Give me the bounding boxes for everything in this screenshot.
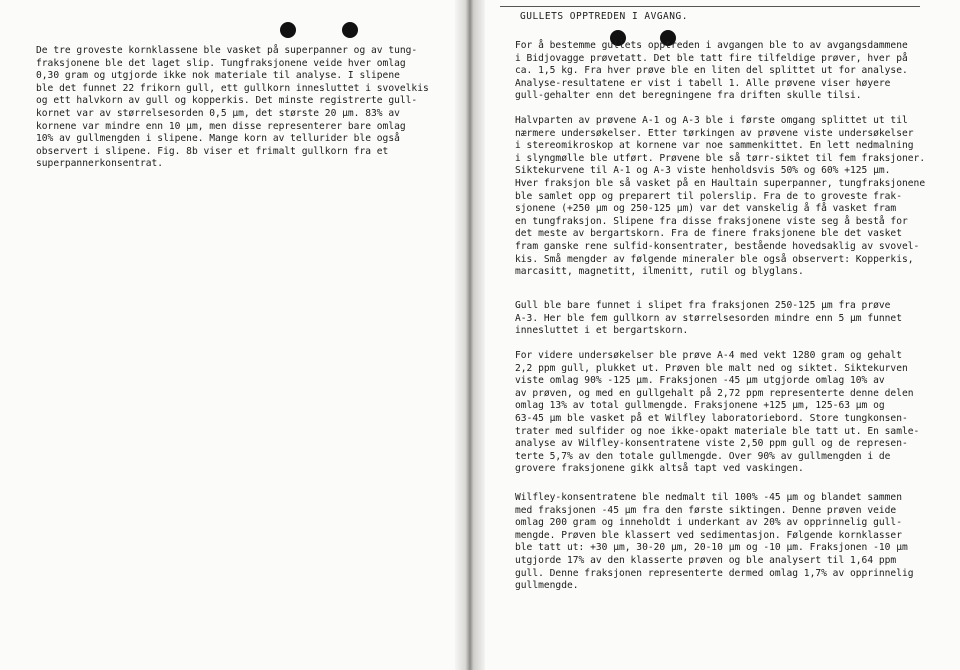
text-line: omlag 200 gram og inneholdt i underkant av 20% av opprinnelig gull-	[515, 517, 902, 529]
text-line: Analyse-resultatene er vist i tabell 1. Alle prøvene viser høyere	[515, 77, 891, 89]
text-line: terte 5,7% av den totale gullmengde. Over 90% av gullmengden i de	[515, 450, 891, 462]
book-gutter	[455, 0, 485, 670]
paragraph	[515, 40, 908, 103]
text-line: superpannerkonsentrat.	[36, 158, 164, 170]
text-line: med fraksjonen -45 µm fra den første siktingen. Denne prøven veide	[515, 504, 897, 516]
text-line: utgjorde 17% av den klasserte prøven og ble analysert til 1,64 ppm	[515, 554, 897, 566]
text-line: mengde. Prøven ble klassert ved sedimentasjon. Følgende kornklasser	[515, 529, 902, 541]
text-line: og ett halvkorn av gull og kopperkis. Det minste registrerte gull-	[36, 95, 418, 107]
text-line: trater med sulfider og noe ikke-opakt materiale ble tatt ut. En samle-	[515, 425, 920, 437]
text-line: fram ganske rene sulfid-konsentrater, bestående hovedsaklig av svovel-	[515, 240, 920, 252]
text-line: grovere fraksjonene gikk altså tapt ved vaskingen.	[515, 463, 804, 475]
text-line: fraksjonene ble det laget slip. Tungfraksjonene veide hver omlag	[36, 57, 406, 69]
text-line: kis. Små mengder av følgende mineraler ble også observert: Kopperkis,	[515, 253, 914, 265]
text-line: gull. Denne fraksjonen representerte dermed omlag 1,7% av opprinnelig	[515, 567, 914, 579]
paragraph	[515, 492, 914, 593]
text-line: nærmere undersøkelser. Etter tørkingen av prøvene viste undersøkelser	[515, 127, 914, 139]
text-line: sjonene (+250 µm og 250-125 µm) var det vanskelig å få vasket fram	[515, 203, 897, 215]
text-line: 10% av gullmengden i slipene. Mange korn av tellurider ble også	[36, 133, 400, 145]
text-line: en tungfraksjon. Slipene fra disse fraksjonene viste seg å bestå for	[515, 215, 908, 227]
text-line: kornet var av størrelsesorden 0,5 µm, det største 20 µm. 83% av	[36, 107, 400, 119]
text-line: av prøven, og med en gullgehalt på 2,72 ppm representerte denne delen	[515, 387, 914, 399]
text-line: Halvparten av prøvene A-1 og A-3 ble i første omgang splittet ut til	[515, 115, 908, 126]
punch-hole-icon	[342, 22, 358, 38]
text-line: 0,30 gram og utgjorde ikke nok materiale til analyse. I slipene	[36, 70, 400, 82]
text-line: marcasitt, magnetitt, ilmenitt, rutil og blyglans.	[515, 266, 804, 278]
text-line: For å bestemme gullets opptreden i avgangen ble to av avgangsdammene	[515, 40, 908, 51]
text-line: A-3. Her ble fem gullkorn av størrelsesorden mindre enn 5 µm funnet	[515, 312, 902, 324]
paragraph	[515, 350, 919, 476]
text-line: i Bidjovagge prøvetatt. Det ble tatt fire tilfeldige prøver, hver på	[515, 52, 908, 64]
header-rule	[500, 6, 920, 7]
paragraph	[515, 115, 925, 279]
text-line: det meste av bergartskorn. Fra de finere fraksjonene ble det vasket	[515, 228, 902, 240]
text-line: Gull ble bare funnet i slipet fra fraksjonen 250-125 µm fra prøve	[515, 300, 891, 311]
text-line: 63-45 µm ble vasket på et Wilfley laboratoriebord. Store tungkonsen-	[515, 412, 908, 424]
text-line: Siktekurvene til A-1 og A-3 viste henholdsvis 50% og 60% +125 µm.	[515, 165, 891, 177]
text-line: ca. 1,5 kg. Fra hver prøve ble en liten del splittet ut for analyse.	[515, 65, 908, 77]
text-line: kornene var mindre enn 10 µm, men disse representerer bare omlag	[36, 120, 406, 132]
left-text-block	[36, 45, 429, 171]
text-line: For videre undersøkelser ble prøve A-4 med vekt 1280 gram og gehalt	[515, 350, 902, 361]
text-line: omlag 13% av total gullmengde. Fraksjonene +125 µm, 125-63 µm og	[515, 400, 885, 412]
page-header: GULLETS OPPTREDEN I AVGANG.	[520, 11, 688, 22]
text-line: gull-gehalter enn det beregningene fra driften skulle tilsi.	[515, 90, 862, 102]
text-line: observert i slipene. Fig. 8b viser et frimalt gullkorn fra et	[36, 145, 389, 157]
text-line: Hver fraksjon ble så vasket på en Haultain superpanner, tungfraksjonene	[515, 177, 926, 189]
punch-hole-icon	[280, 22, 296, 38]
text-line: Wilfley-konsentratene ble nedmalt til 100% -45 µm og blandet sammen	[515, 492, 902, 503]
left-page	[0, 0, 470, 670]
text-line: analyse av Wilfley-konsentratene viste 2,50 ppm gull og de represen-	[515, 438, 908, 450]
text-line: ble samlet opp og preparert til polerslip. Fra de to groveste frak-	[515, 190, 902, 202]
text-line: gullmengde.	[515, 580, 579, 592]
text-line: i stereomikroskop at kornene var noe sammenkittet. En lett nedmalning	[515, 140, 914, 152]
text-line: ble det funnet 22 frikorn gull, ett gullkorn innesluttet i svovelkis	[36, 82, 429, 94]
text-line: ble tatt ut: +30 µm, 30-20 µm, 20-10 µm og -10 µm. Fraksjonen -10 µm	[515, 542, 908, 554]
text-line: innesluttet i et bergartskorn.	[515, 325, 689, 337]
text-line: viste omlag 90% -125 µm. Fraksjonen -45 µm utgjorde omlag 10% av	[515, 375, 885, 387]
paragraph	[515, 300, 902, 338]
text-line: 2,2 ppm gull, plukket ut. Prøven ble malt ned og siktet. Siktekurven	[515, 362, 908, 374]
text-line: i slyngmølle ble utført. Prøvene ble så tørr-siktet til fem fraksjoner.	[515, 152, 926, 164]
text-line: De tre groveste kornklassene ble vasket på superpanner og av tung-	[36, 45, 418, 56]
